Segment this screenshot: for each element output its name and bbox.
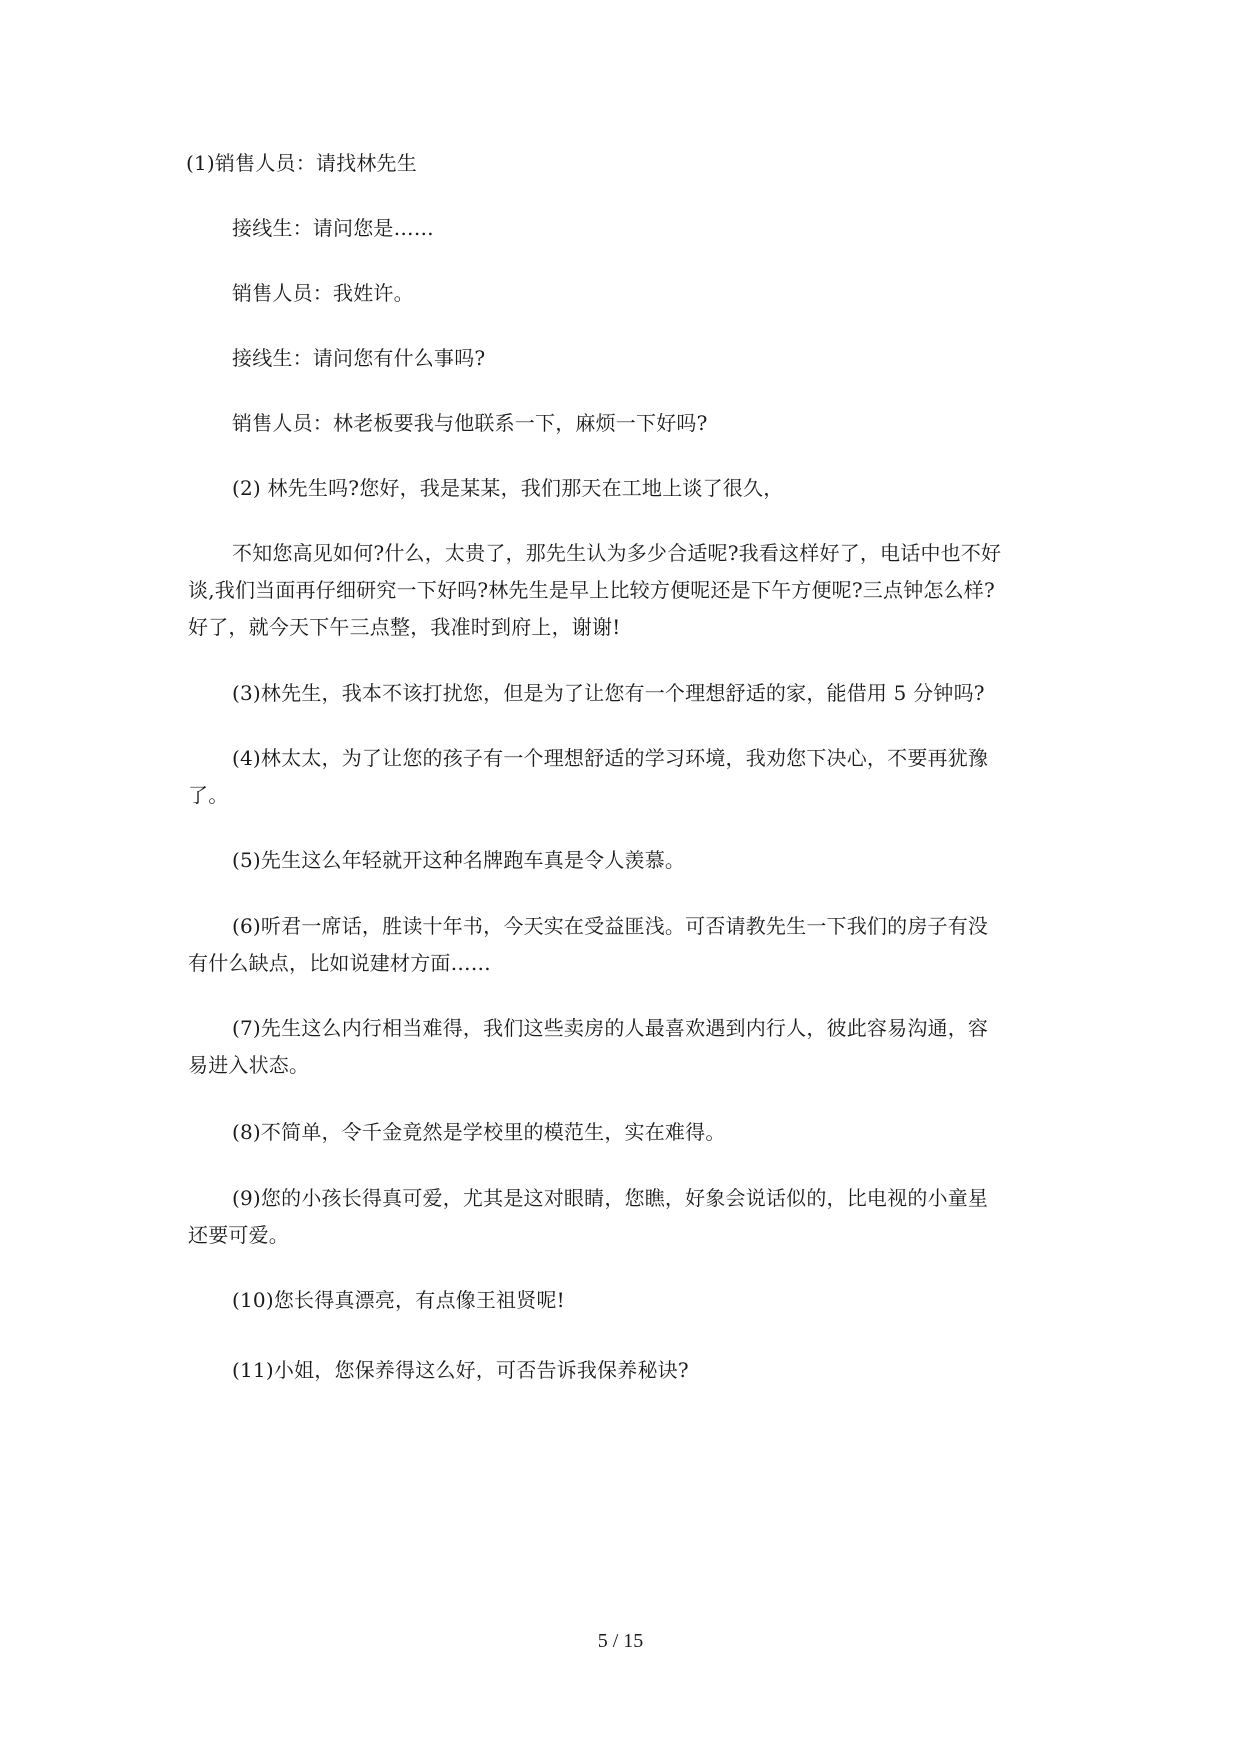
paragraph-13 [232,1114,1102,1151]
paragraph-5 [232,405,1102,442]
paragraph-2 [232,210,1102,247]
text-line: (4)林太太，为了让您的孩子有一个理想舒适的学习环境，我劝您下决心，不要再犹豫 [232,746,989,770]
paragraph-16 [232,1352,1102,1389]
text-line: 销售人员：我姓许。 [232,281,414,305]
paragraph-14 [188,1180,1058,1254]
paragraph-4 [232,340,1102,377]
text-line: (3)林先生，我本不该打扰您，但是为了让您有一个理想舒适的家，能借用 5 分钟吗? [232,681,985,705]
paragraph-11 [188,908,1058,982]
paragraph-9 [188,740,1058,814]
text-line: (2) 林先生吗?您好，我是某某，我们那天在工地上谈了很久， [232,476,784,500]
text-line: 不知您高见如何?什么，太贵了，那先生认为多少合适呢?我看这样好了，电话中也不好 [232,541,1002,565]
text-line: 接线生：请问您是…… [232,216,434,240]
text-line: 还要可爱。 [188,1223,289,1247]
paragraph-3 [232,275,1102,312]
text-line: (1)销售人员：请找林先生 [186,151,417,175]
text-line: (7)先生这么内行相当难得，我们这些卖房的人最喜欢遇到内行人，彼此容易沟通，容 [232,1016,989,1040]
paragraph-8 [232,675,1102,712]
text-line: (8)不简单，令千金竟然是学校里的模范生，实在难得。 [232,1120,726,1144]
text-line: (11)小姐，您保养得这么好，可否告诉我保养秘诀? [232,1358,689,1382]
text-line: (9)您的小孩长得真可爱，尤其是这对眼睛，您瞧，好象会说话似的，比电视的小童星 [232,1186,989,1210]
text-line: (10)您长得真漂亮，有点像王祖贤呢! [232,1288,565,1312]
text-line: (5)先生这么年轻就开这种名牌跑车真是令人羡慕。 [232,848,686,872]
text-line: 好了，就今天下午三点整，我准时到府上，谢谢! [188,615,621,639]
paragraph-10 [232,842,1102,879]
paragraph-12 [188,1010,1058,1084]
paragraph-6 [232,470,1102,507]
paragraph-1 [186,145,1056,182]
text-line: 谈,我们当面再仔细研究一下好吗?林先生是早上比较方便呢还是下午方便呢?三点钟怎么样? [188,578,995,602]
text-line: 易进入状态。 [188,1053,310,1077]
text-line: (6)听君一席话，胜读十年书，今天实在受益匪浅。可否请教先生一下我们的房子有没 [232,914,989,938]
paragraph-7 [188,535,1058,646]
paragraph-15 [232,1282,1102,1319]
text-line: 接线生：请问您有什么事吗? [232,346,486,370]
text-line: 销售人员：林老板要我与他联系一下，麻烦一下好吗? [232,411,708,435]
text-line: 有什么缺点，比如说建材方面…… [188,951,491,975]
text-line: 了。 [188,783,229,807]
page-number: 5 / 15 [597,1630,644,1652]
